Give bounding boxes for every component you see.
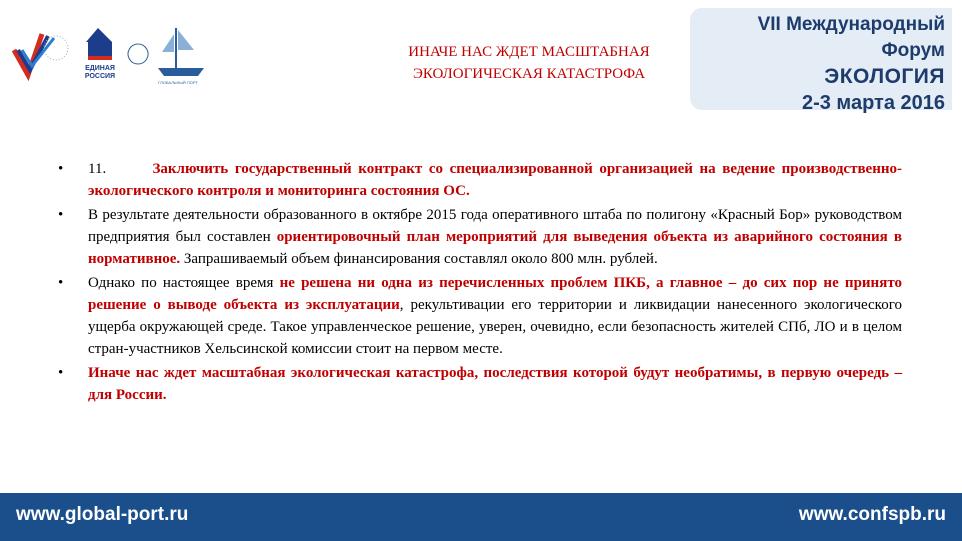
bullet-number: 11.: [88, 161, 107, 177]
slide-title: [362, 41, 696, 85]
forum-topic: ЭКОЛОГИЯ: [824, 65, 945, 88]
bullet-item-4: [58, 362, 902, 406]
footer-link-confspb[interactable]: www.confspb.ru: [798, 504, 946, 525]
highlight-text: не решена ни одна из перечисленных проблем ПКБ, а главное – до сих пор не принято решение о выводе объекта из эксплуатации: [88, 275, 902, 313]
forum-banner: [700, 12, 945, 116]
bullet-list: [58, 158, 902, 406]
onf-logo: [14, 34, 68, 75]
highlight-text: Заключить государственный контракт со специализированной организацией на ведение производственно-экологического контроля и мониторинга состояния ОС.: [88, 161, 902, 199]
highlight-text: Иначе нас ждет масштабная экологическая катастрофа, последствия которой будут необратимы, в первую очередь – для России.: [88, 365, 902, 403]
united-russia-logo: [85, 28, 115, 80]
body-text: В результате деятельности образованного в октябре 2015 года оперативного штаба по полигону «Красный Бор» руководством предприятия был составлен: [88, 207, 902, 245]
forum-name: VII Международный Форум: [757, 14, 945, 61]
bullet-item-2: [58, 204, 902, 270]
body-text: Запрашиваемый объем финансирования составлял около 800 млн. рублей.: [180, 251, 658, 267]
body-text: , рекультивации его территории и ликвидации нанесенного экологического ущерба окружающей среде. Такое управленческое решение, уверен, очевидно, если безопасность жителей СПб, ЛО и в целом стран-участников Хельсинской комиссии стоит на первом месте.: [88, 297, 902, 357]
partner-logos: [8, 20, 218, 90]
slide-body: [58, 158, 902, 408]
body-text: Однако по настоящее время: [88, 275, 280, 291]
footer-bar: [0, 493, 962, 541]
bullet-item-1: [58, 158, 902, 202]
bullet-marker: •: [58, 207, 64, 223]
global-port-logo: [128, 28, 204, 85]
bullet-marker: •: [58, 365, 64, 381]
svg-text:ГЛОБАЛЬНЫЙ ПОРТ: ГЛОБАЛЬНЫЙ ПОРТ: [158, 80, 198, 85]
header: [0, 0, 962, 120]
bullet-marker: •: [58, 275, 64, 291]
svg-text:РОССИЯ: РОССИЯ: [84, 73, 116, 80]
forum-dates: 2-3 марта 2016: [801, 92, 945, 114]
bullet-marker: •: [58, 161, 64, 177]
bullet-item-3: [58, 272, 902, 360]
highlight-text: ориентировочный план мероприятий для выведения объекта из аварийного состояния в нормативное.: [88, 229, 902, 267]
slide-title-line-1: ИНАЧЕ НАС ЖДЕТ МАСШТАБНАЯ: [408, 44, 650, 60]
footer-link-global-port[interactable]: www.global-port.ru: [16, 504, 189, 525]
svg-text:ЕДИНАЯ: ЕДИНАЯ: [85, 65, 115, 72]
slide-title-line-2: ЭКОЛОГИЧЕСКАЯ КАТАСТРОФА: [412, 66, 646, 82]
